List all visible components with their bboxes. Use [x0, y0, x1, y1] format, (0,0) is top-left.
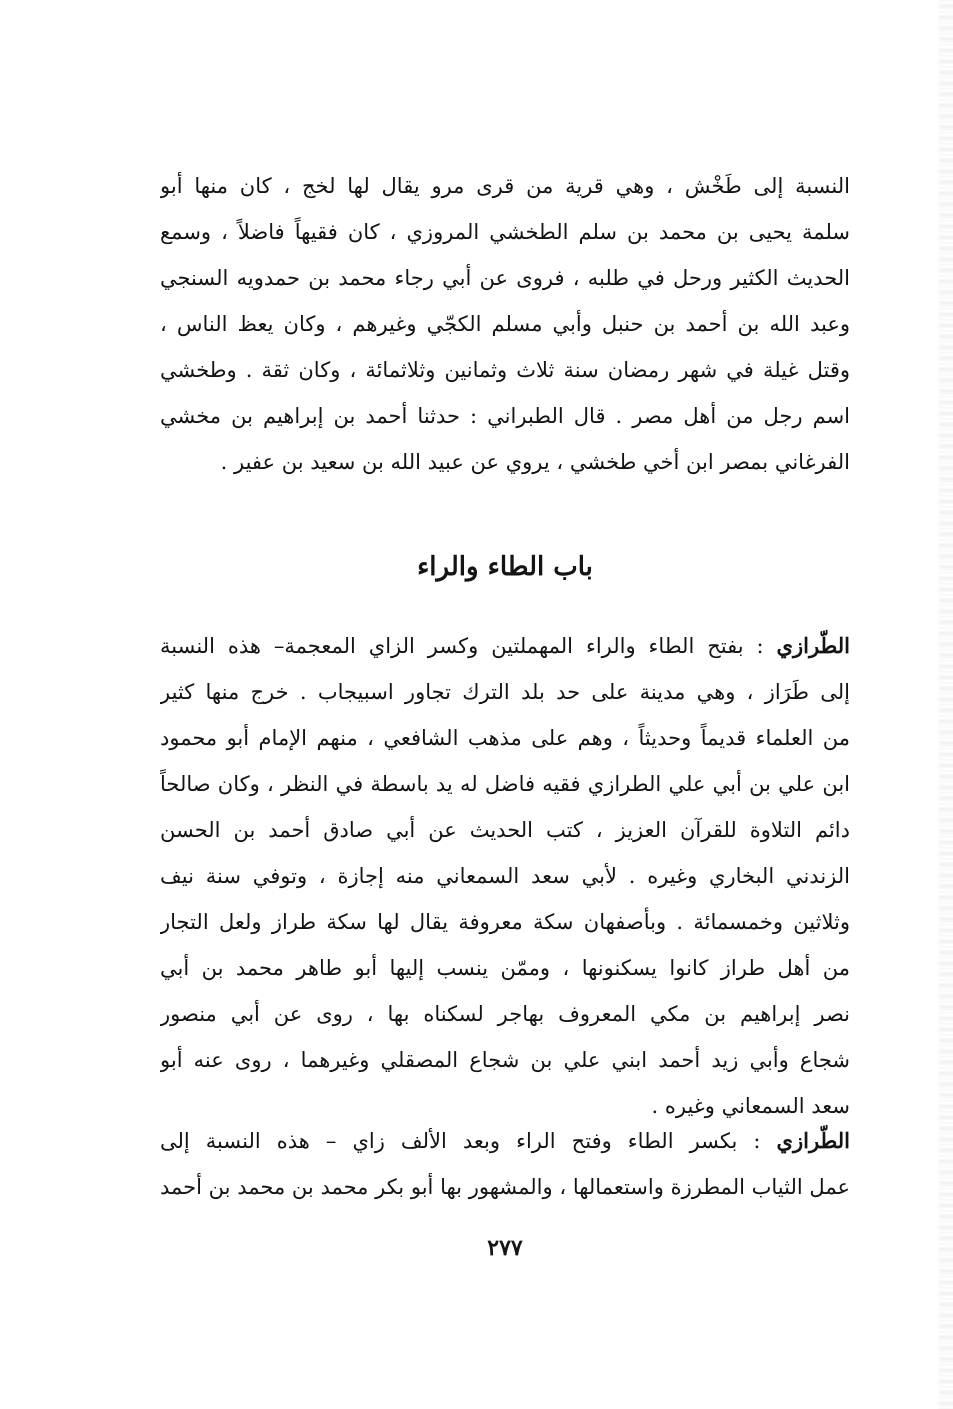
entry-headword: الطّرازي: [776, 1128, 850, 1153]
text-line: وعبد الله بن أحمد بن حنبل وأبي مسلم الكجّي وغيرهم ، وكان يعظ الناس ،: [160, 312, 850, 336]
text-line: دائم التلاوة للقرآن العزيز ، كتب الحديث عن أبي صادق أحمد بن الحسن: [160, 818, 850, 842]
page-number: ٢٧٧: [487, 1235, 523, 1261]
text-line: سلمة يحيى بن محمد بن سلم الطخشي المروزي ، كان فقيهاً فاضلاً ، وسمع: [160, 220, 850, 244]
entry-first-line: [160, 1118, 850, 1164]
text-line: الفرغاني بمصر ابن أخي طخشي ، يروي عن عبيد الله بن سعيد بن عفير .: [220, 450, 850, 474]
entry-first-line: [160, 623, 850, 669]
text-line: الحديث الكثير ورحل في طلبه ، فروى عن أبي رجاء محمد بن حمدويه السنجي: [160, 266, 850, 290]
entry-first-line-text: : بفتح الطاء والراء المهملتين وكسر الزاي المعجمة– هذه النسبة: [160, 634, 777, 658]
text-line: من العلماء قديماً وحديثاً ، وهم على مذهب الشافعي ، منهم الإمام أبو محمود: [160, 726, 850, 750]
text-line: وثلاثين وخمسمائة . وبأصفهان سكة معروفة يقال لها سكة طراز ولعل التجار: [160, 910, 850, 934]
text-line: نصر إبراهيم بن مكي المعروف بهاجر لسكناه بها ، روى عن أبي منصور: [160, 1002, 850, 1026]
scan-edge-noise: [939, 0, 953, 1409]
entry-headword: الطّرازي: [776, 633, 850, 658]
paragraph-tarazi-2: [160, 1118, 850, 1210]
text-line: الزندني البخاري وغيره . لأبي سعد السمعاني منه إجازة ، وتوفي سنة نيف: [160, 864, 850, 888]
text-line: شجاع وأبي زيد أحمد ابني علي بن شجاع المصقلي وغيرهما ، روى عنه أبو: [160, 1048, 850, 1072]
text-line: النسبة إلى طَخْش ، وهي قرية من قرى مرو يقال لها لخج ، كان منها أبو: [160, 174, 850, 198]
paragraph-takhshi: [160, 163, 850, 485]
text-line: عمل الثياب المطرزة واستعمالها ، والمشهور بها أبو بكر محمد بن محمد بن أحمد: [160, 1175, 850, 1199]
text-line: ابن علي بن أبي علي الطرازي فقيه فاضل له يد باسطة في النظر ، وكان صالحاً: [160, 772, 850, 796]
paragraph-tarazi-1: [160, 623, 850, 1129]
section-heading: باب الطاء والراء: [417, 552, 593, 582]
text-line: اسم رجل من أهل مصر . قال الطبراني : حدثنا أحمد بن إبراهيم بن مخشي: [160, 404, 850, 428]
text-line: سعد السمعاني وغيره .: [651, 1094, 850, 1118]
text-line: وقتل غيلة في شهر رمضان سنة ثلاث وثمانين وثلاثمائة ، وكان ثقة . وطخشي: [160, 358, 850, 382]
text-line: من أهل طراز كانوا يسكنونها ، وممّن ينسب إليها أبو طاهر محمد بن أبي: [160, 956, 850, 980]
entry-first-line-text: : بكسر الطاء وفتح الراء وبعد الألف زاي – هذه النسبة إلى: [160, 1129, 777, 1153]
text-line: إلى طَرَاز ، وهي مدينة على حد بلد الترك تجاور اسبيجاب . خرج منها كثير: [160, 680, 850, 704]
